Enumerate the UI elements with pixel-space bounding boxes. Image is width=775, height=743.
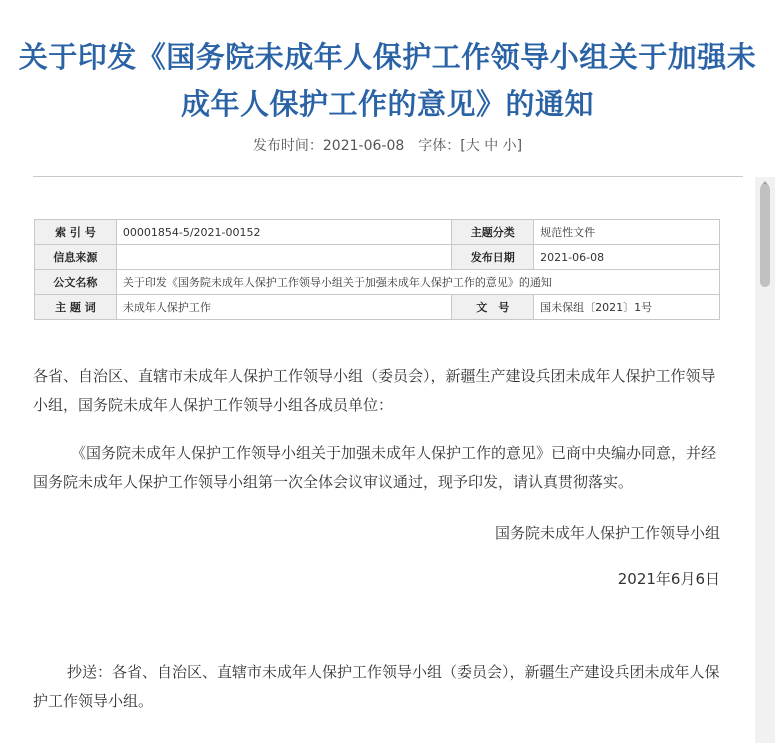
scrollbar-thumb[interactable] bbox=[760, 184, 770, 287]
index-number-label: 索 引 号 bbox=[35, 220, 117, 245]
publish-date-value: 2021-06-08 bbox=[534, 245, 720, 270]
signer: 国务院未成年人保护工作领导小组 bbox=[494, 524, 720, 542]
bracket-open: [ bbox=[460, 138, 466, 154]
document-info-table bbox=[34, 219, 720, 320]
publish-date: 2021-06-08 bbox=[322, 138, 405, 154]
font-size-medium-link[interactable]: 中 bbox=[484, 138, 499, 154]
table-row bbox=[35, 270, 720, 295]
document-number-label: 文 号 bbox=[452, 295, 534, 320]
font-size-small-link[interactable]: 小 bbox=[502, 138, 517, 154]
font-size-large-link[interactable]: 大 bbox=[465, 138, 480, 154]
publish-label: 发布时间： bbox=[252, 138, 323, 154]
index-number-value: 00001854-5/2021-00152 bbox=[116, 220, 451, 245]
cc-line: 抄送：各省、自治区、直辖市未成年人保护工作领导小组（委员会），新疆生产建设兵团未成年人保护工作领导小组。 bbox=[33, 663, 720, 710]
font-size-label: 字体： bbox=[418, 138, 461, 154]
topic-category-label: 主题分类 bbox=[452, 220, 534, 245]
publish-date-label: 发布日期 bbox=[452, 245, 534, 270]
vertical-scrollbar[interactable] bbox=[755, 177, 775, 743]
table-row bbox=[35, 245, 720, 270]
info-source-value bbox=[116, 245, 451, 270]
title-divider bbox=[33, 176, 743, 177]
table-row bbox=[35, 295, 720, 320]
table-row bbox=[35, 220, 720, 245]
sign-date: 2021年6月6日 bbox=[617, 570, 720, 588]
page-title: 关于印发《国务院未成年人保护工作领导小组关于加强未成年人保护工作的意见》的通知 bbox=[18, 40, 757, 121]
topic-category-value: 规范性文件 bbox=[534, 220, 720, 245]
document-number-value: 国未保组〔2021〕1号 bbox=[534, 295, 720, 320]
salutation: 各省、自治区、直辖市未成年人保护工作领导小组（委员会），新疆生产建设兵团未成年人保护工作领导小组，国务院未成年人保护工作领导小组各成员单位： bbox=[33, 367, 716, 414]
bracket-close: ] bbox=[516, 138, 523, 154]
document-name-label: 公文名称 bbox=[35, 270, 117, 295]
info-source-label: 信息来源 bbox=[35, 245, 117, 270]
publish-meta bbox=[0, 136, 775, 156]
keywords-value: 未成年人保护工作 bbox=[116, 295, 451, 320]
body-paragraph: 《国务院未成年人保护工作领导小组关于加强未成年人保护工作的意见》已商中央编办同意，并经国务院未成年人保护工作领导小组第一次全体会议审议通过，现予印发，请认真贯彻落实。 bbox=[33, 444, 717, 491]
keywords-label: 主 题 词 bbox=[35, 295, 117, 320]
document-name-value: 关于印发《国务院未成年人保护工作领导小组关于加强未成年人保护工作的意见》的通知 bbox=[116, 270, 719, 295]
